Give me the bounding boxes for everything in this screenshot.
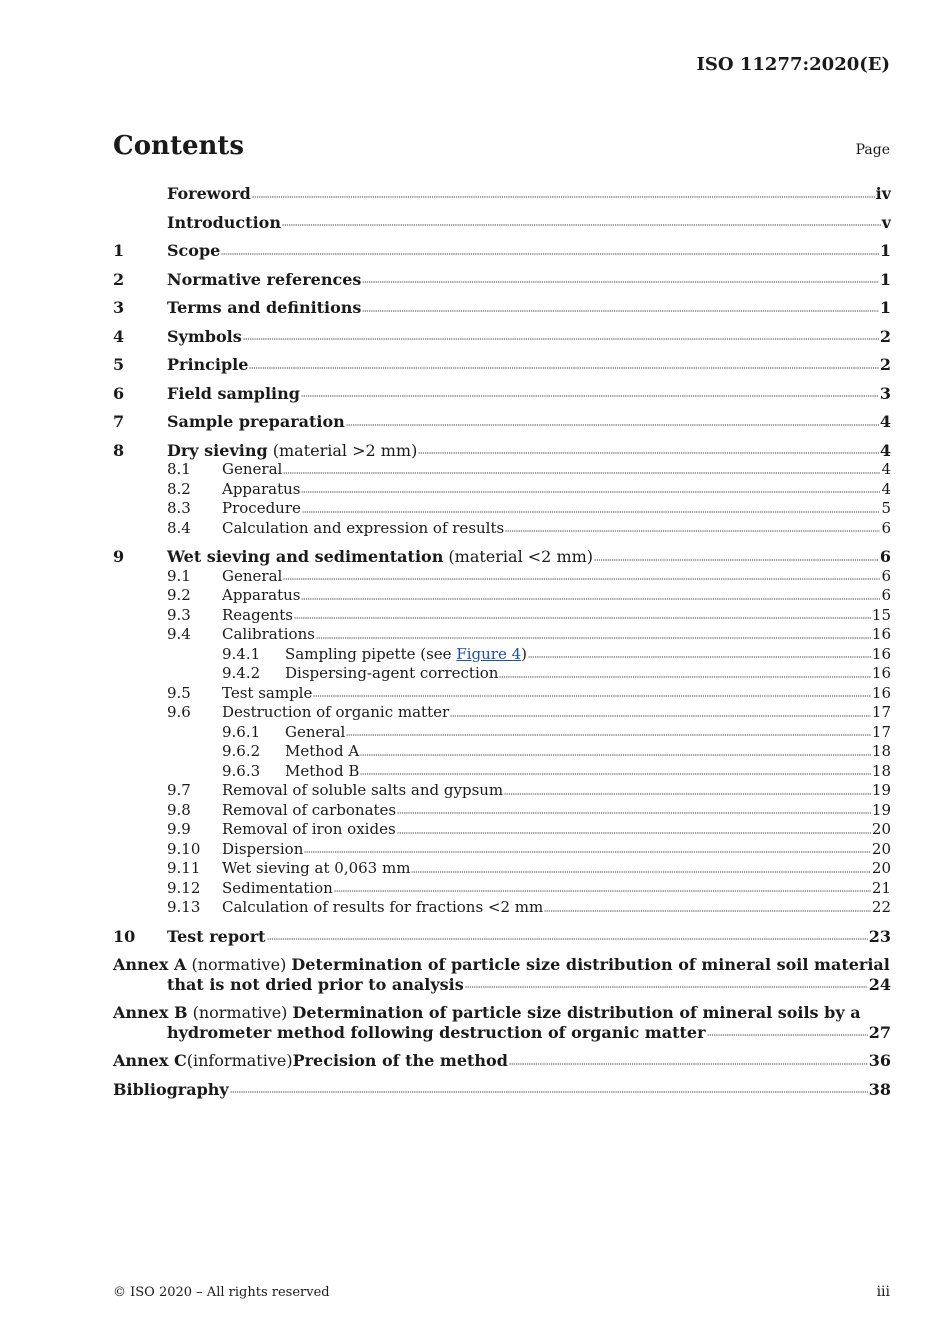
dot-leader	[397, 831, 871, 835]
toc-entry[interactable]	[113, 460, 891, 480]
toc-entry-title: Field sampling	[167, 383, 300, 403]
toc-entry-title: Reagents	[222, 605, 293, 624]
toc-entry-title: Dry sieving (material >2 mm)	[167, 440, 418, 460]
toc-entry[interactable]	[113, 645, 891, 665]
toc-entry-title: General	[222, 460, 283, 478]
toc-entry-number: 9.2	[167, 586, 191, 604]
toc-entry-page: 24	[868, 974, 891, 994]
toc-entry-title: Apparatus	[222, 479, 301, 498]
toc-entry-number: 10	[113, 926, 136, 946]
toc-entry-number: 8	[113, 440, 125, 460]
toc-entry[interactable]	[113, 723, 891, 743]
annex-title-line	[113, 1080, 891, 1100]
toc-entry[interactable]	[113, 213, 891, 233]
dot-leader	[301, 394, 879, 398]
annex-type: (normative)	[186, 955, 292, 974]
toc-entry-page: 6	[881, 586, 891, 604]
footer-copyright: © ISO 2020 – All rights reserved	[113, 1285, 330, 1300]
dot-leader	[504, 792, 871, 796]
toc-entry-page: 20	[871, 859, 891, 877]
toc-entry-title: Wet sieving at 0,063 mm	[222, 859, 411, 877]
dot-leader	[283, 577, 880, 581]
toc-entry[interactable]	[113, 801, 891, 821]
toc-entry-number: 9.10	[167, 839, 201, 858]
toc-entry-page: 16	[871, 683, 891, 702]
toc-entry-number: 8.3	[167, 499, 191, 517]
toc-entry-title: Calibrations	[222, 625, 315, 643]
toc-entry-number: 8.4	[167, 518, 191, 537]
toc-entry-title: Procedure	[222, 499, 301, 517]
toc-entry[interactable]	[113, 184, 891, 204]
dot-leader	[418, 451, 879, 455]
toc-entry-title: Destruction of organic matter	[222, 703, 450, 721]
toc-entry-page: 19	[871, 800, 891, 819]
toc-entry-number: 9.3	[167, 605, 191, 624]
toc-entry-title: Principle	[167, 355, 249, 374]
toc-entry-title: Apparatus	[222, 586, 301, 604]
toc-entry-number: 9.4.2	[222, 664, 261, 682]
dot-leader	[249, 366, 878, 370]
annex-title-line	[113, 955, 891, 975]
dot-leader	[499, 675, 870, 679]
toc-entry[interactable]	[113, 781, 891, 801]
toc-entry-number: 9.13	[167, 898, 201, 916]
toc-entry-page: 1	[879, 298, 891, 317]
dot-leader	[707, 1033, 868, 1037]
toc-entry-number: 9.11	[167, 859, 201, 877]
dot-leader	[346, 423, 879, 427]
dot-leader	[411, 870, 870, 874]
toc-entry-page: 2	[879, 355, 891, 374]
toc-entry-number: 9.6.1	[222, 722, 261, 741]
toc-entry-title: Scope	[167, 241, 221, 260]
dot-leader	[594, 558, 879, 562]
toc-entry-page: v	[881, 212, 891, 232]
contents-title: Contents	[113, 131, 245, 161]
toc-entry-page: 16	[871, 625, 891, 643]
toc-entry-page: 16	[871, 664, 891, 682]
toc-entry-number: 9.6.2	[222, 742, 261, 760]
toc-entry[interactable]	[113, 519, 891, 539]
annex-title: Precision of the method	[292, 1051, 508, 1070]
toc-entry-number: 9	[113, 547, 125, 566]
toc-entry[interactable]	[113, 355, 891, 375]
toc-entry-title: Removal of soluble salts and gypsum	[222, 781, 504, 799]
toc-entry-number: 4	[113, 326, 125, 346]
dot-leader	[243, 337, 879, 341]
toc-entry-number: 1	[113, 241, 125, 260]
figure-link[interactable]: Figure 4	[456, 644, 522, 663]
toc-entry-title: Wet sieving and sedimentation (material <2 mm)	[167, 547, 594, 566]
toc-entry[interactable]	[113, 499, 891, 519]
toc-entry-number: 5	[113, 355, 125, 374]
toc-entry[interactable]	[113, 840, 891, 860]
toc-entry-number: 8.1	[167, 460, 191, 478]
toc-annex-entry[interactable]	[113, 1003, 891, 1042]
toc-entry-page: 18	[871, 742, 891, 760]
toc-entry-page: 18	[871, 761, 891, 780]
toc-entry-number: 9.8	[167, 800, 191, 819]
dot-leader	[450, 714, 871, 718]
toc-entry-page: 20	[871, 820, 891, 838]
toc-entry-title: Test report	[167, 926, 266, 946]
dot-leader	[301, 597, 880, 601]
dot-leader	[302, 510, 881, 514]
toc-entry-title: Calculation of results for fractions <2 mm	[222, 898, 544, 916]
dot-leader	[267, 937, 868, 941]
toc-entry[interactable]	[113, 480, 891, 500]
toc-entry-number: 9.12	[167, 878, 201, 897]
toc-entry[interactable]	[113, 586, 891, 606]
dot-leader	[397, 811, 871, 815]
toc-entry-qualifier: (material <2 mm)	[443, 547, 594, 566]
toc-entry-page: 15	[871, 605, 891, 624]
toc-entry[interactable]	[113, 298, 891, 318]
toc-entry[interactable]	[113, 547, 891, 567]
annex-title-continuation	[113, 975, 891, 995]
annex-label: Annex A	[113, 955, 187, 974]
toc-entry-page: 27	[868, 1022, 891, 1042]
toc-entry-title: Sample preparation	[167, 412, 345, 431]
toc-entry-page: 4	[881, 460, 891, 478]
toc-entry-page: 38	[868, 1079, 891, 1099]
toc-entry-page: 1	[879, 241, 891, 260]
toc-entry-number: 9.4	[167, 625, 191, 643]
toc-entry[interactable]	[113, 879, 891, 899]
toc-entry-page: 16	[871, 644, 891, 663]
dot-leader	[252, 195, 875, 199]
toc-entry-number: 9.9	[167, 820, 191, 838]
toc-entry-title: Normative references	[167, 269, 362, 289]
toc-entry-page: 1	[879, 269, 891, 289]
dot-leader	[505, 529, 880, 533]
toc-entry-number: 6	[113, 383, 125, 403]
annex-title: that is not dried prior to analysis	[167, 974, 464, 994]
toc-entry-page: 4	[879, 440, 891, 460]
dot-leader	[509, 1062, 868, 1066]
toc-entry-title: Terms and definitions	[167, 298, 362, 317]
annex-title: hydrometer method following destruction of organic matter	[167, 1022, 706, 1042]
toc-entry-page: 5	[881, 499, 891, 517]
toc-entry-page: 6	[881, 518, 891, 537]
annex-title: Determination of particle size distribution of mineral soils by a	[292, 1003, 861, 1022]
toc-entry-page: 36	[868, 1051, 891, 1070]
toc-entry-title: Removal of carbonates	[222, 800, 397, 819]
toc-entry-page: 23	[868, 926, 891, 946]
dot-leader	[544, 909, 871, 913]
annex-label: Annex C	[113, 1051, 187, 1070]
toc-entry-title: Symbols	[167, 326, 242, 346]
dot-leader	[283, 471, 880, 475]
toc-entry-title: Method B	[285, 761, 360, 780]
toc-entry[interactable]	[113, 241, 891, 261]
toc-entry-title: Foreword	[167, 184, 251, 203]
toc-entry-page: 4	[879, 412, 891, 431]
toc-entry-page: 6	[879, 547, 891, 566]
toc-entry[interactable]	[113, 625, 891, 645]
toc-annex-entry[interactable]	[113, 955, 891, 994]
annex-label: Bibliography	[113, 1079, 229, 1099]
toc-annex-entry[interactable]	[113, 1051, 891, 1071]
toc-entry-page: 17	[871, 703, 891, 721]
annex-type: (normative)	[187, 1003, 293, 1022]
toc-entry-number: 9.6	[167, 703, 191, 721]
dot-leader	[316, 636, 871, 640]
toc-entry[interactable]	[113, 762, 891, 782]
toc-entry-number: 9.4.1	[222, 644, 261, 663]
toc-entry-page: 3	[879, 383, 891, 403]
toc-entry[interactable]	[113, 384, 891, 404]
toc-entry-title: Method A	[285, 742, 360, 760]
toc-entry-qualifier: (material >2 mm)	[267, 440, 418, 460]
toc-entry-page: 17	[871, 722, 891, 741]
toc-entry[interactable]	[113, 327, 891, 347]
toc-entry-number: 7	[113, 412, 125, 431]
dot-leader	[346, 733, 871, 737]
annex-title-continuation	[113, 1023, 891, 1043]
dot-leader	[304, 850, 871, 854]
dot-leader	[294, 616, 871, 620]
dot-leader	[360, 772, 871, 776]
toc-entry[interactable]	[113, 412, 891, 432]
toc-entry-page: 4	[881, 479, 891, 498]
dot-leader	[313, 694, 871, 698]
page-column-label: Page	[855, 142, 890, 158]
toc-entry-page: 6	[881, 566, 891, 585]
dot-leader	[465, 985, 868, 989]
dot-leader	[301, 490, 880, 494]
toc-entry-title: Calculation and expression of results	[222, 518, 505, 537]
toc-entry-title: Introduction	[167, 212, 281, 232]
toc-entry[interactable]	[113, 898, 891, 918]
toc-entry[interactable]	[113, 664, 891, 684]
toc-entry[interactable]	[113, 270, 891, 290]
toc-entry-title: Dispersing-agent correction	[285, 664, 499, 682]
toc-entry[interactable]	[113, 703, 891, 723]
toc-entry-number: 9.1	[167, 566, 191, 585]
toc-entry[interactable]	[113, 859, 891, 879]
dot-leader	[362, 280, 878, 284]
toc-entry[interactable]	[113, 441, 891, 461]
toc-entry-page: 19	[871, 781, 891, 799]
dot-leader	[230, 1090, 868, 1094]
annex-type: (informative)	[186, 1051, 293, 1070]
footer-page-number: iii	[876, 1284, 890, 1300]
annex-title-line	[113, 1051, 891, 1071]
dot-leader	[282, 223, 881, 227]
toc-entry-title: Dispersion	[222, 839, 304, 858]
toc-entry-title: Sampling pipette (see Figure 4)	[285, 644, 528, 663]
toc-entry-bibliography[interactable]	[113, 1080, 891, 1100]
toc-entry-number: 8.2	[167, 479, 191, 498]
toc-entry[interactable]	[113, 606, 891, 626]
dot-leader	[362, 309, 878, 313]
toc-entry[interactable]	[113, 820, 891, 840]
annex-label: Annex B	[113, 1003, 188, 1022]
toc-entry[interactable]	[113, 927, 891, 947]
toc-entry-title: General	[222, 566, 283, 585]
toc-entry-title: General	[285, 722, 346, 741]
toc-entry-number: 9.7	[167, 781, 191, 799]
toc-entry-title: Sedimentation	[222, 878, 333, 897]
table-of-contents	[113, 184, 891, 1099]
toc-entry-page: 22	[871, 898, 891, 916]
toc-entry-number: 3	[113, 298, 125, 317]
dot-leader	[528, 655, 871, 659]
toc-entry-number: 9.5	[167, 683, 191, 702]
document-id: ISO 11277:2020(E)	[696, 54, 890, 75]
toc-entry-title: Test sample	[222, 683, 313, 702]
toc-entry[interactable]	[113, 742, 891, 762]
dot-leader	[221, 252, 879, 256]
toc-entry-number: 9.6.3	[222, 761, 261, 780]
dot-leader	[360, 753, 871, 757]
toc-entry-page: 20	[871, 839, 891, 858]
annex-title: Determination of particle size distribution of mineral soil material	[291, 955, 890, 974]
toc-entry-number: 2	[113, 269, 125, 289]
toc-entry[interactable]	[113, 684, 891, 704]
dot-leader	[334, 889, 871, 893]
annex-title-line	[113, 1003, 891, 1023]
toc-entry-page: iv	[875, 184, 891, 203]
toc-entry-title: Removal of iron oxides	[222, 820, 396, 838]
toc-entry-page: 21	[871, 878, 891, 897]
toc-entry-page: 2	[879, 326, 891, 346]
toc-entry[interactable]	[113, 567, 891, 587]
